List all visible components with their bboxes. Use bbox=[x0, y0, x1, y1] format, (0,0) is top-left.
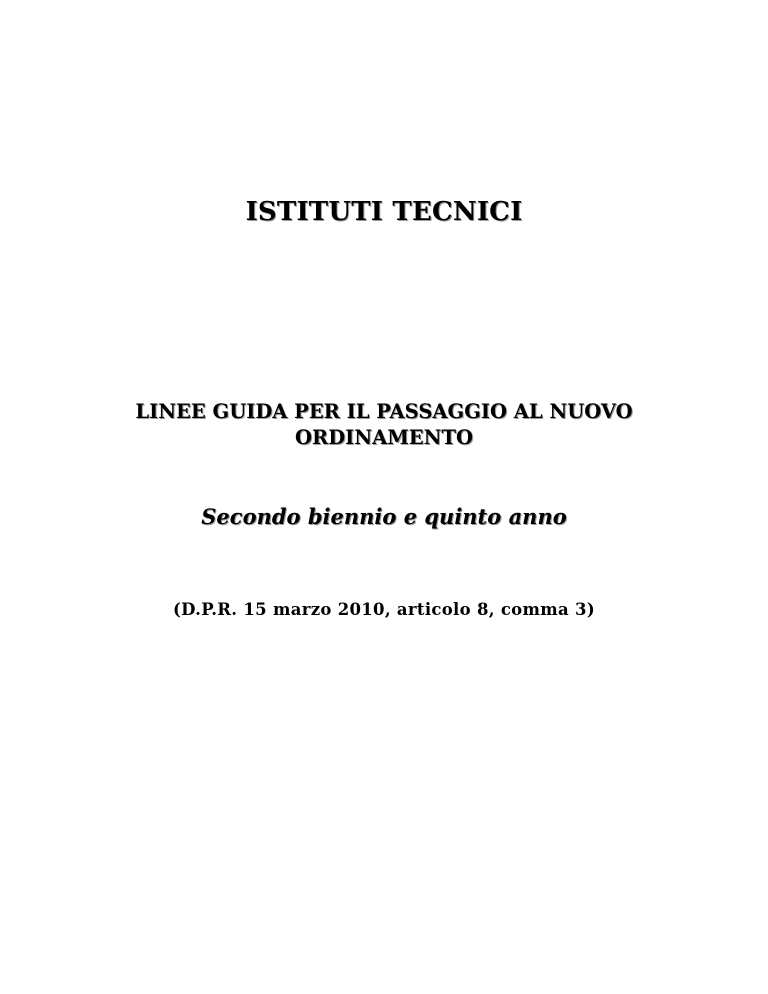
document-subtitle-line-1: LINEE GUIDA PER IL PASSAGGIO AL NUOVO bbox=[135, 400, 633, 423]
document-period: Secondo biennio e quinto anno bbox=[201, 504, 567, 529]
document-reference: (D.P.R. 15 marzo 2010, articolo 8, comma 3) bbox=[173, 600, 595, 619]
document-subtitle-line-2: ORDINAMENTO bbox=[295, 426, 473, 449]
document-title: ISTITUTI TECNICI bbox=[245, 197, 523, 227]
